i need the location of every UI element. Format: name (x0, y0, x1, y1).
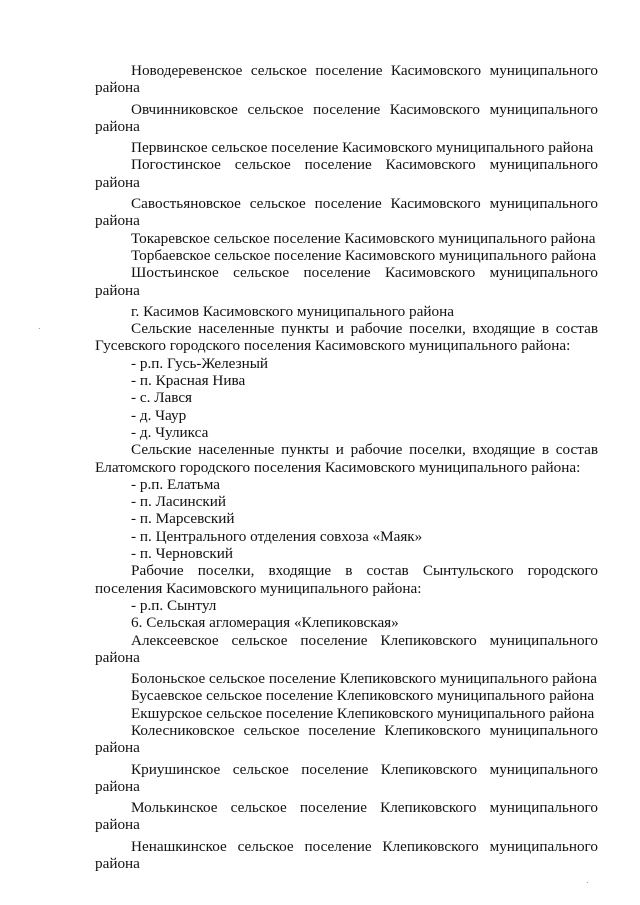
list-item: - р.п. Сынтул (131, 596, 217, 614)
paragraph: Ненашкинское сельское поселение Клепиковского муниципального района (95, 837, 598, 873)
paragraph: Овчинниковское сельское поселение Касимовского муниципального района (95, 100, 598, 135)
paragraph: Болоньское сельское поселение Клепиковского муниципального района (131, 670, 598, 688)
section-heading: 6. Сельская агломерация «Клепиковская» (131, 614, 399, 632)
paragraph: Новодеревенское сельское поселение Касимовского муниципального района (95, 62, 598, 97)
paragraph: Бусаевское сельское поселение Клепиковского муниципального района (131, 687, 595, 705)
paragraph: Молькинское сельское поселение Клепиковского муниципального района (95, 799, 598, 834)
paragraph: Рабочие поселки, входящие в состав Сынтульского городского поселения Касимовского муниципального района: (95, 562, 598, 597)
scan-speck: . (586, 876, 589, 885)
paragraph: Шостьинское сельское поселение Касимовского муниципального района (95, 264, 598, 299)
list-item: - р.п. Гусь-Железный (131, 354, 269, 372)
paragraph: Екшурское сельское поселение Клепиковского муниципального района (131, 704, 595, 722)
scan-speck: . (38, 322, 41, 331)
list-item: - п. Ласинский (131, 493, 226, 511)
paragraph: г. Касимов Касимовского муниципального района (131, 302, 454, 320)
paragraph: Первинское сельское поселение Касимовского муниципального района (131, 139, 594, 157)
paragraph: Токаревское сельское поселение Касимовского муниципального района (131, 229, 596, 247)
list-item: - д. Чуликса (131, 423, 209, 441)
paragraph: Погостинское сельское поселение Касимовского муниципального района (95, 156, 598, 191)
paragraph: Торбаевское сельское поселение Касимовского муниципального района (131, 246, 597, 264)
list-item: - п. Марсевский (131, 510, 235, 528)
paragraph: Савостьяновское сельское поселение Касимовского муниципального района (95, 195, 598, 230)
paragraph: Сельские населенные пункты и рабочие поселки, входящие в состав Елатомского городского поселения Касимовского муниципального района: (95, 441, 598, 476)
list-item: - п. Красная Нива (131, 372, 246, 390)
document-page (95, 62, 598, 872)
list-item: - д. Чаур (131, 406, 187, 424)
list-item: - с. Лався (131, 389, 193, 407)
list-item: - п. Черновский (131, 545, 233, 563)
paragraph: Алексеевское сельское поселение Клепиковского муниципального района (95, 631, 598, 666)
list-item: - п. Центрального отделения совхоза «Маяк» (131, 527, 423, 545)
paragraph: Сельские населенные пункты и рабочие поселки, входящие в состав Гусевского городского поселения Касимовского муниципального района: (95, 320, 598, 355)
list-item: - р.п. Елатьма (131, 475, 220, 493)
paragraph: Колесниковское сельское поселение Клепиковского муниципального района (95, 721, 598, 757)
paragraph: Криушинское сельское поселение Клепиковского муниципального района (95, 760, 598, 795)
